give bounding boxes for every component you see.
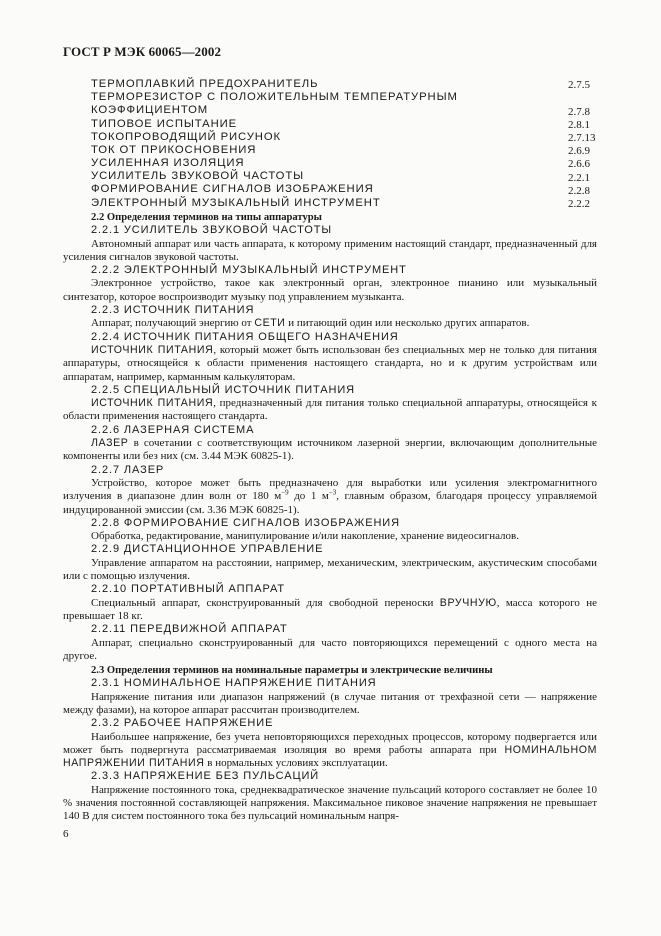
index-term: ФОРМИРОВАНИЕ СИГНАЛОВ ИЗОБРАЖЕНИЯ [91,183,374,196]
document-header: ГОСТ Р МЭК 60065—2002 [63,44,222,59]
index-term: ТОКОПРОВОДЯЩИЙ РИСУНОК [91,130,282,143]
term-2-3-3: 2.3.3 НАПРЯЖЕНИЕ БЕЗ ПУЛЬСАЦИЙ [91,770,320,783]
index-row [91,184,606,197]
index-reference: 2.2.2 [568,197,590,210]
index-reference: 2.6.6 [568,158,590,171]
term-2-2-7: 2.2.7 ЛАЗЕР [91,463,165,476]
index-term: ТИПОВОЕ ИСПЫТАНИЕ [91,117,238,130]
term-2-2-10: 2.2.10 ПОРТАТИВНЫЙ АППАРАТ [91,583,285,596]
index-reference: 2.7.13 [568,131,596,144]
index-row [91,131,606,144]
term-2-2-11: 2.2.11 ПЕРЕДВИЖНОЙ АППАРАТ [91,623,288,636]
definition-2-2-11: Аппарат, специально сконструированный для часто повторяющихся перемещений с одного места на другое. [63,636,597,662]
term-index [91,78,606,210]
definition-2-2-5: ИСТОЧНИК ПИТАНИЯ, предназначенный для питания только специальной аппаратуры, относящейся к области применения настоящего стандарта. [63,397,597,423]
index-reference: 2.7.8 [568,105,590,118]
index-row [91,104,606,117]
term-2-2-6: 2.2.6 ЛАЗЕРНАЯ СИСТЕМА [91,423,255,436]
index-term: УСИЛИТЕЛЬ ЗВУКОВОЙ ЧАСТОТЫ [91,170,305,183]
index-term: КОЭФФИЦИЕНТОМ [91,104,209,117]
index-reference: 2.7.5 [568,79,590,92]
term-2-2-5: 2.2.5 СПЕЦИАЛЬНЫЙ ИСТОЧНИК ПИТАНИЯ [91,383,355,396]
index-row [91,170,606,183]
term-2-2-2: 2.2.2 ЭЛЕКТРОННЫЙ МУЗЫКАЛЬНЫЙ ИНСТРУМЕНТ [91,264,407,277]
index-row [91,157,606,170]
term-2-3-2: 2.3.2 РАБОЧЕЕ НАПРЯЖЕНИЕ [91,717,274,730]
index-row [91,91,606,104]
term-2-2-9: 2.2.9 ДИСТАНЦИОННОЕ УПРАВЛЕНИЕ [91,543,324,556]
definition-2-2-8: Обработка, редактирование, манипулирование и/или накопление, хранение видеосигналов. [91,530,519,543]
section-heading-2-2: 2.2 Определения терминов на типы аппаратуры [91,212,322,223]
definition-2-2-1: Автономный аппарат или часть аппарата, к которому применим настоящий стандарт, предназначенный для усиления сигналов звуковой частоты. [63,237,597,263]
term-2-2-3: 2.2.3 ИСТОЧНИК ПИТАНИЯ [91,304,255,317]
index-reference: 2.8.1 [568,118,590,131]
index-term: ТОК ОТ ПРИКОСНОВЕНИЯ [91,143,257,156]
term-2-2-8: 2.2.8 ФОРМИРОВАНИЕ СИГНАЛОВ ИЗОБРАЖЕНИЯ [91,516,400,529]
definition-2-2-3: Аппарат, получающий энергию от СЕТИ и питающий один или несколько других аппаратов. [91,317,530,330]
index-row [91,78,606,91]
definition-2-2-7: Устройство, которое может быть предназначено для выработки или усиления электромагнитного излучения в диапазоне длин волн от 180 $м^{-9}$ до 1 $м^{-3}$, главным образом, благодаря процессу управляемой индуцированной эмиссии (см. 3.36 МЭК 60825-1). [63,476,597,516]
definition-2-2-10: Специальный аппарат, сконструированный для свободной переноски ВРУЧНУЮ, масса которого не превышает 18 кг. [63,596,597,622]
term-2-2-4: 2.2.4 ИСТОЧНИК ПИТАНИЯ ОБЩЕГО НАЗНАЧЕНИЯ [91,330,399,343]
definition-2-2-2: Электронное устройство, такое как электронный орган, электронное пианино или музыкальный синтезатор, которое воспроизводит музыку под управлением музыканта. [63,277,597,303]
term-2-2-1: 2.2.1 УСИЛИТЕЛЬ ЗВУКОВОЙ ЧАСТОТЫ [91,224,333,237]
definition-2-3-1: Напряжение питания или диапазон напряжений (в случае питания от трехфазной сети — напряжение между фазами), на которое аппарат рассчитан производителем. [63,690,597,716]
definition-2-2-6: ЛАЗЕР в сочетании с соответствующим источником лазерной энергии, включающим дополнительные компоненты или без них (см. 3.44 МЭК 60825-1). [63,437,597,463]
definition-2-3-3: Напряжение постоянного тока, среднеквадратическое значение пульсаций которого составляет не более 10 % значения постоянной составляющей напряжения. Максимальное пиковое значение напряжения не превышает 140 В для систем постоянного тока без пульсаций номинальным напря- [63,783,597,823]
page-number: 6 [63,828,69,840]
index-term: ТЕРМОРЕЗИСТОР С ПОЛОЖИТЕЛЬНЫМ ТЕМПЕРАТУРНЫМ [91,91,458,104]
term-2-3-1: 2.3.1 НОМИНАЛЬНОЕ НАПРЯЖЕНИЕ ПИТАНИЯ [91,677,377,690]
definition-2-2-4: ИСТОЧНИК ПИТАНИЯ, который может быть использован без специальных мер не только для питания аппаратуры, относящейся к области применения настоящего стандарта, но и к другим устройствам или аппаратам, например, карманным калькуляторам. [63,343,597,383]
index-reference: 2.2.8 [568,184,590,197]
index-row [91,197,606,210]
index-reference: 2.6.9 [568,145,590,158]
definition-2-2-9: Управление аппаратом на расстоянии, например, механическим, электрическим, акустическим способами или с помощью излучения. [63,556,597,583]
document-body [63,210,597,824]
section-heading-2-3: 2.3 Определения терминов на номинальные параметры и электрические величины [91,665,493,677]
definition-2-3-2: Наибольшее напряжение, без учета неповторяющихся переходных процессов, которому подвергается или может быть подвергнута рассматриваемая изоляция во время работы аппарата при НОМИНАЛЬНОМ НАПРЯЖЕНИИ ПИТАНИЯ в нормальных условиях эксплуатации. [63,730,597,770]
index-row [91,144,606,157]
index-row [91,118,606,131]
index-term: УСИЛЕННАЯ ИЗОЛЯЦИЯ [91,157,245,170]
index-term: ТЕРМОПЛАВКИЙ ПРЕДОХРАНИТЕЛЬ [91,77,319,90]
index-term: ЭЛЕКТРОННЫЙ МУЗЫКАЛЬНЫЙ ИНСТРУМЕНТ [91,196,381,209]
index-reference: 2.2.1 [568,171,590,184]
